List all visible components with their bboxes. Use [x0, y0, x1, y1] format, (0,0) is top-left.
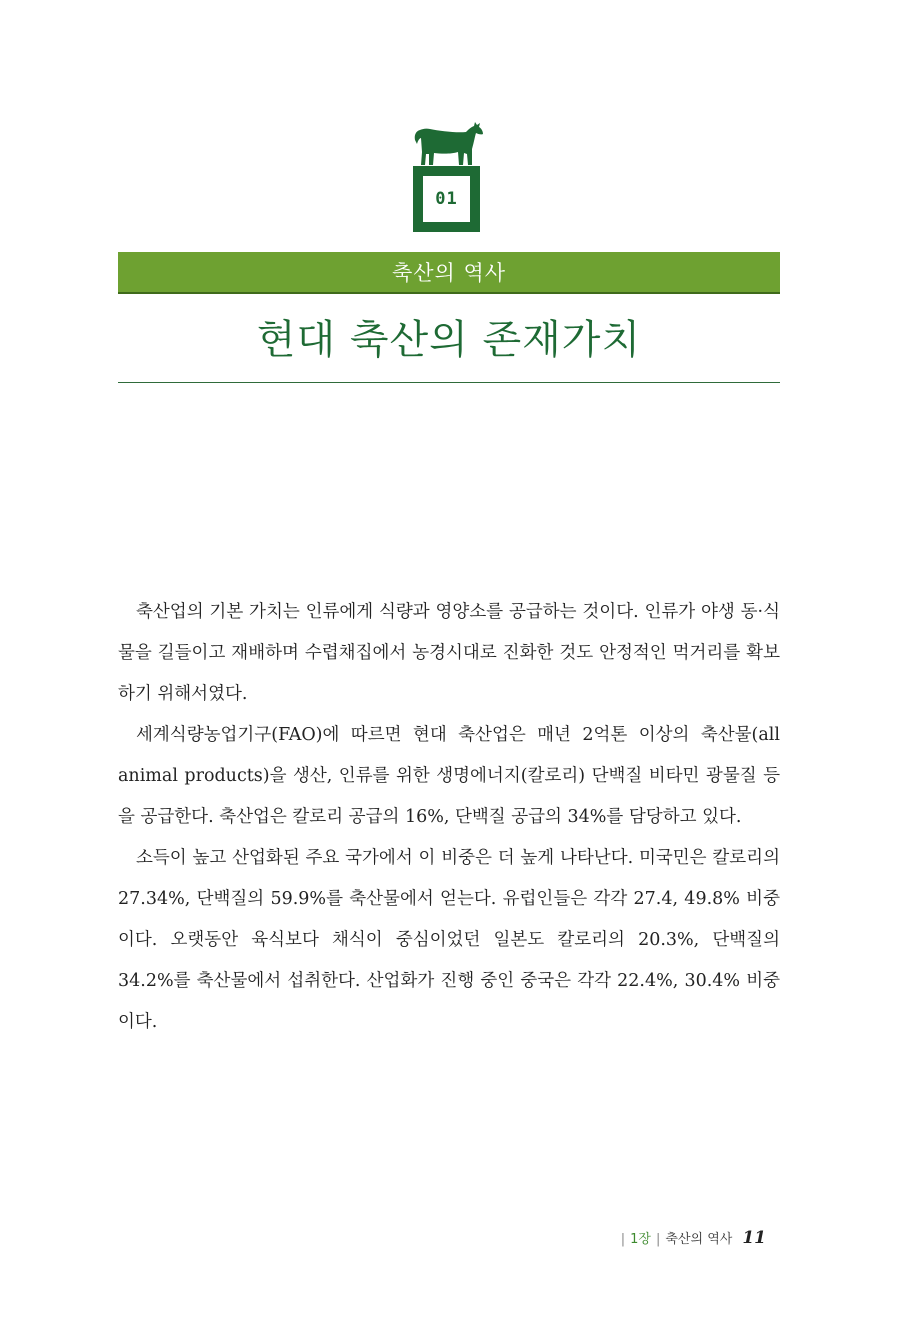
paragraph-2: 세계식량농업기구(FAO)에 따르면 현대 축산업은 매년 2억톤 이상의 축산물(all animal products)을 생산, 인류를 위한 생명에너지(칼로리) 단백질 비타민 광물질 등을 공급한다. 축산업은 칼로리 공급의 16%, 단백질 공급의 34%를 담당하고 있다.	[118, 725, 780, 827]
cow-icon	[412, 116, 484, 168]
chapter-number-inner	[423, 176, 470, 222]
paragraph-1: 축산업의 기본 가치는 인류에게 식량과 영양소를 공급하는 것이다. 인류가 야생 동·식물을 길들이고 재배하며 수렵채집에서 농경시대로 진화한 것도 안정적인 먹거리를 확보하기 위해서였다.	[118, 602, 780, 704]
paragraph-3: 소득이 높고 산업화된 주요 국가에서 이 비중은 더 높게 나타난다. 미국민은 칼로리의 27.34%, 단백질의 59.9%를 축산물에서 얻는다. 유럽인들은 각각 27.4, 49.8% 비중이다. 오랫동안 육식보다 채식이 중심이었던 일본도 칼로리의 20.3%, 단백질의 34.2%를 축산물에서 섭취한다. 산업화가 진행 중인 중국은 각각 22.4%, 30.4% 비중이다.	[118, 848, 780, 1032]
page-footer	[616, 1228, 766, 1248]
body-text	[118, 592, 780, 1043]
section-header-bar	[118, 252, 780, 294]
section-label: 축산의 역사	[391, 261, 507, 285]
footer-separator: |	[620, 1232, 626, 1247]
chapter-emblem	[412, 116, 484, 234]
chapter-number: 01	[435, 189, 458, 209]
page-number: 11	[742, 1228, 766, 1248]
title-divider	[118, 382, 780, 383]
footer-chapter: 1장	[630, 1232, 651, 1247]
chapter-number-box	[413, 166, 480, 232]
page-title: 현대 축산의 존재가치	[256, 317, 642, 363]
footer-section: 축산의 역사	[665, 1232, 733, 1247]
footer-separator: |	[656, 1232, 661, 1247]
